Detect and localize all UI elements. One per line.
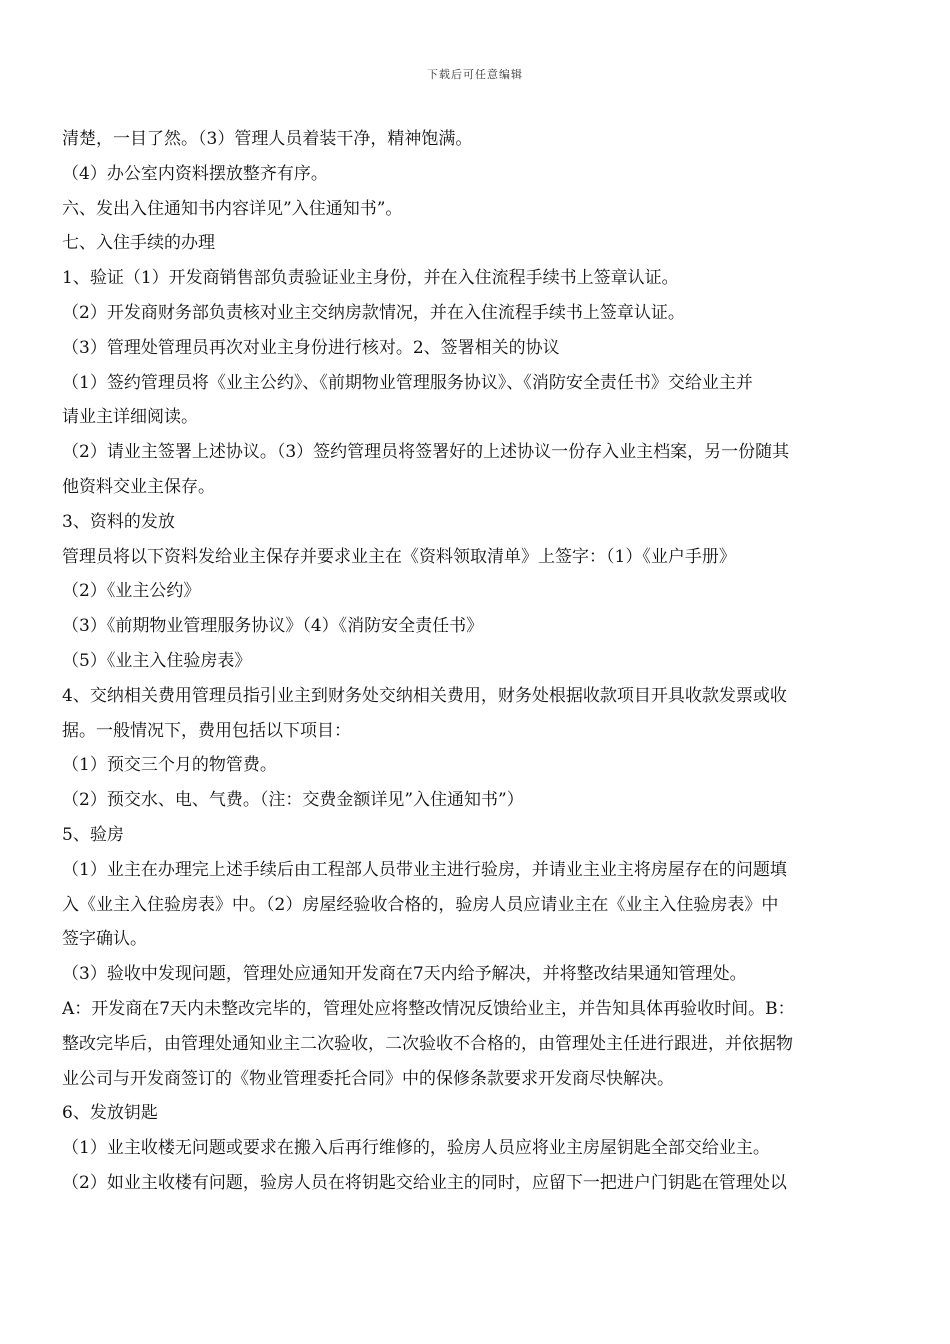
text-line: （2）请业主签署上述协议。（3）签约管理员将签署好的上述协议一份存入业主档案，另一份随其 (62, 442, 790, 463)
text-line: 1、验证（1）开发商销售部负责验证业主身份，并在入住流程手续书上签章认证。 (62, 268, 679, 289)
text-line: 4、交纳相关费用管理员指引业主到财务处交纳相关费用，财务处根据收款项目开具收款发票或收 (62, 685, 787, 706)
text-line: （3）《前期物业管理服务协议》（4）《消防安全责任书》 (62, 616, 484, 637)
text-line: （1）业主在办理完上述手续后由工程部人员带业主进行验房，并请业主业主将房屋存在的问题填 (62, 859, 787, 880)
text-line: （4）办公室内资料摆放整齐有序。 (62, 163, 328, 184)
text-line: 整改完毕后，由管理处通知业主二次验收，二次验收不合格的，由管理处主任进行跟进，并依据物 (62, 1033, 793, 1054)
text-line: （1）签约管理员将《业主公约》、《前期物业管理服务协议》、《消防安全责任书》交给业主并 (62, 372, 753, 393)
text-line: （2）如业主收楼有问题，验房人员在将钥匙交给业主的同时，应留下一把进户门钥匙在管理处以 (62, 1172, 787, 1193)
page-header: 下载后可任意编辑 (427, 68, 523, 81)
text-line: （1）业主收楼无问题或要求在搬入后再行维修的，验房人员应将业主房屋钥匙全部交给业主。 (62, 1138, 770, 1159)
section-heading: 3、资料的发放 (62, 511, 175, 532)
section-heading: 6、发放钥匙 (62, 1103, 158, 1124)
text-line: 请业主详细阅读。 (62, 407, 198, 428)
text-line: 据。一般情况下，费用包括以下项目： (62, 720, 351, 741)
text-line: 清楚，一目了然。（3）管理人员着装干净，精神饱满。 (62, 129, 473, 149)
section-heading: 七、入住手续的办理 (62, 233, 215, 254)
text-line: （2）开发商财务部负责核对业主交纳房款情况，并在入住流程手续书上签章认证。 (62, 302, 685, 323)
text-line: （3）验收中发现问题，管理处应通知开发商在7天内给予解决，并将整改结果通知管理处。 (62, 964, 747, 985)
section-heading: 六、发出入住通知书内容详见”入住通知书”。 (62, 198, 403, 219)
text-line: （2）预交水、电、气费。（注：交费金额详见”入住通知书”） (62, 790, 524, 811)
text-line: 管理员将以下资料发给业主保存并要求业主在《资料领取清单》上签字：（1）《业户手册》 (62, 546, 736, 567)
text-line: （5）《业主入住验房表》 (62, 650, 252, 671)
text-line: 业公司与开发商签订的《物业管理委托合同》中的保修条款要求开发商尽快解决。 (62, 1068, 674, 1089)
document-body (62, 122, 888, 1201)
text-line: （3）管理处管理员再次对业主身份进行核对。2、签署相关的协议 (62, 337, 560, 358)
text-line: A：开发商在7天内未整改完毕的，管理处应将整改情况反馈给业主，并告知具体再验收时间。B： (62, 998, 795, 1019)
section-heading: 5、验房 (62, 824, 124, 845)
text-line: （1）预交三个月的物管费。 (62, 755, 277, 776)
text-line: 他资料交业主保存。 (62, 476, 215, 497)
text-line: 签字确认。 (62, 929, 147, 950)
text-line: 入《业主入住验房表》中。（2）房屋经验收合格的，验房人员应请业主在《业主入住验房表》中 (62, 894, 779, 915)
text-line: （2）《业主公约》 (62, 581, 201, 602)
